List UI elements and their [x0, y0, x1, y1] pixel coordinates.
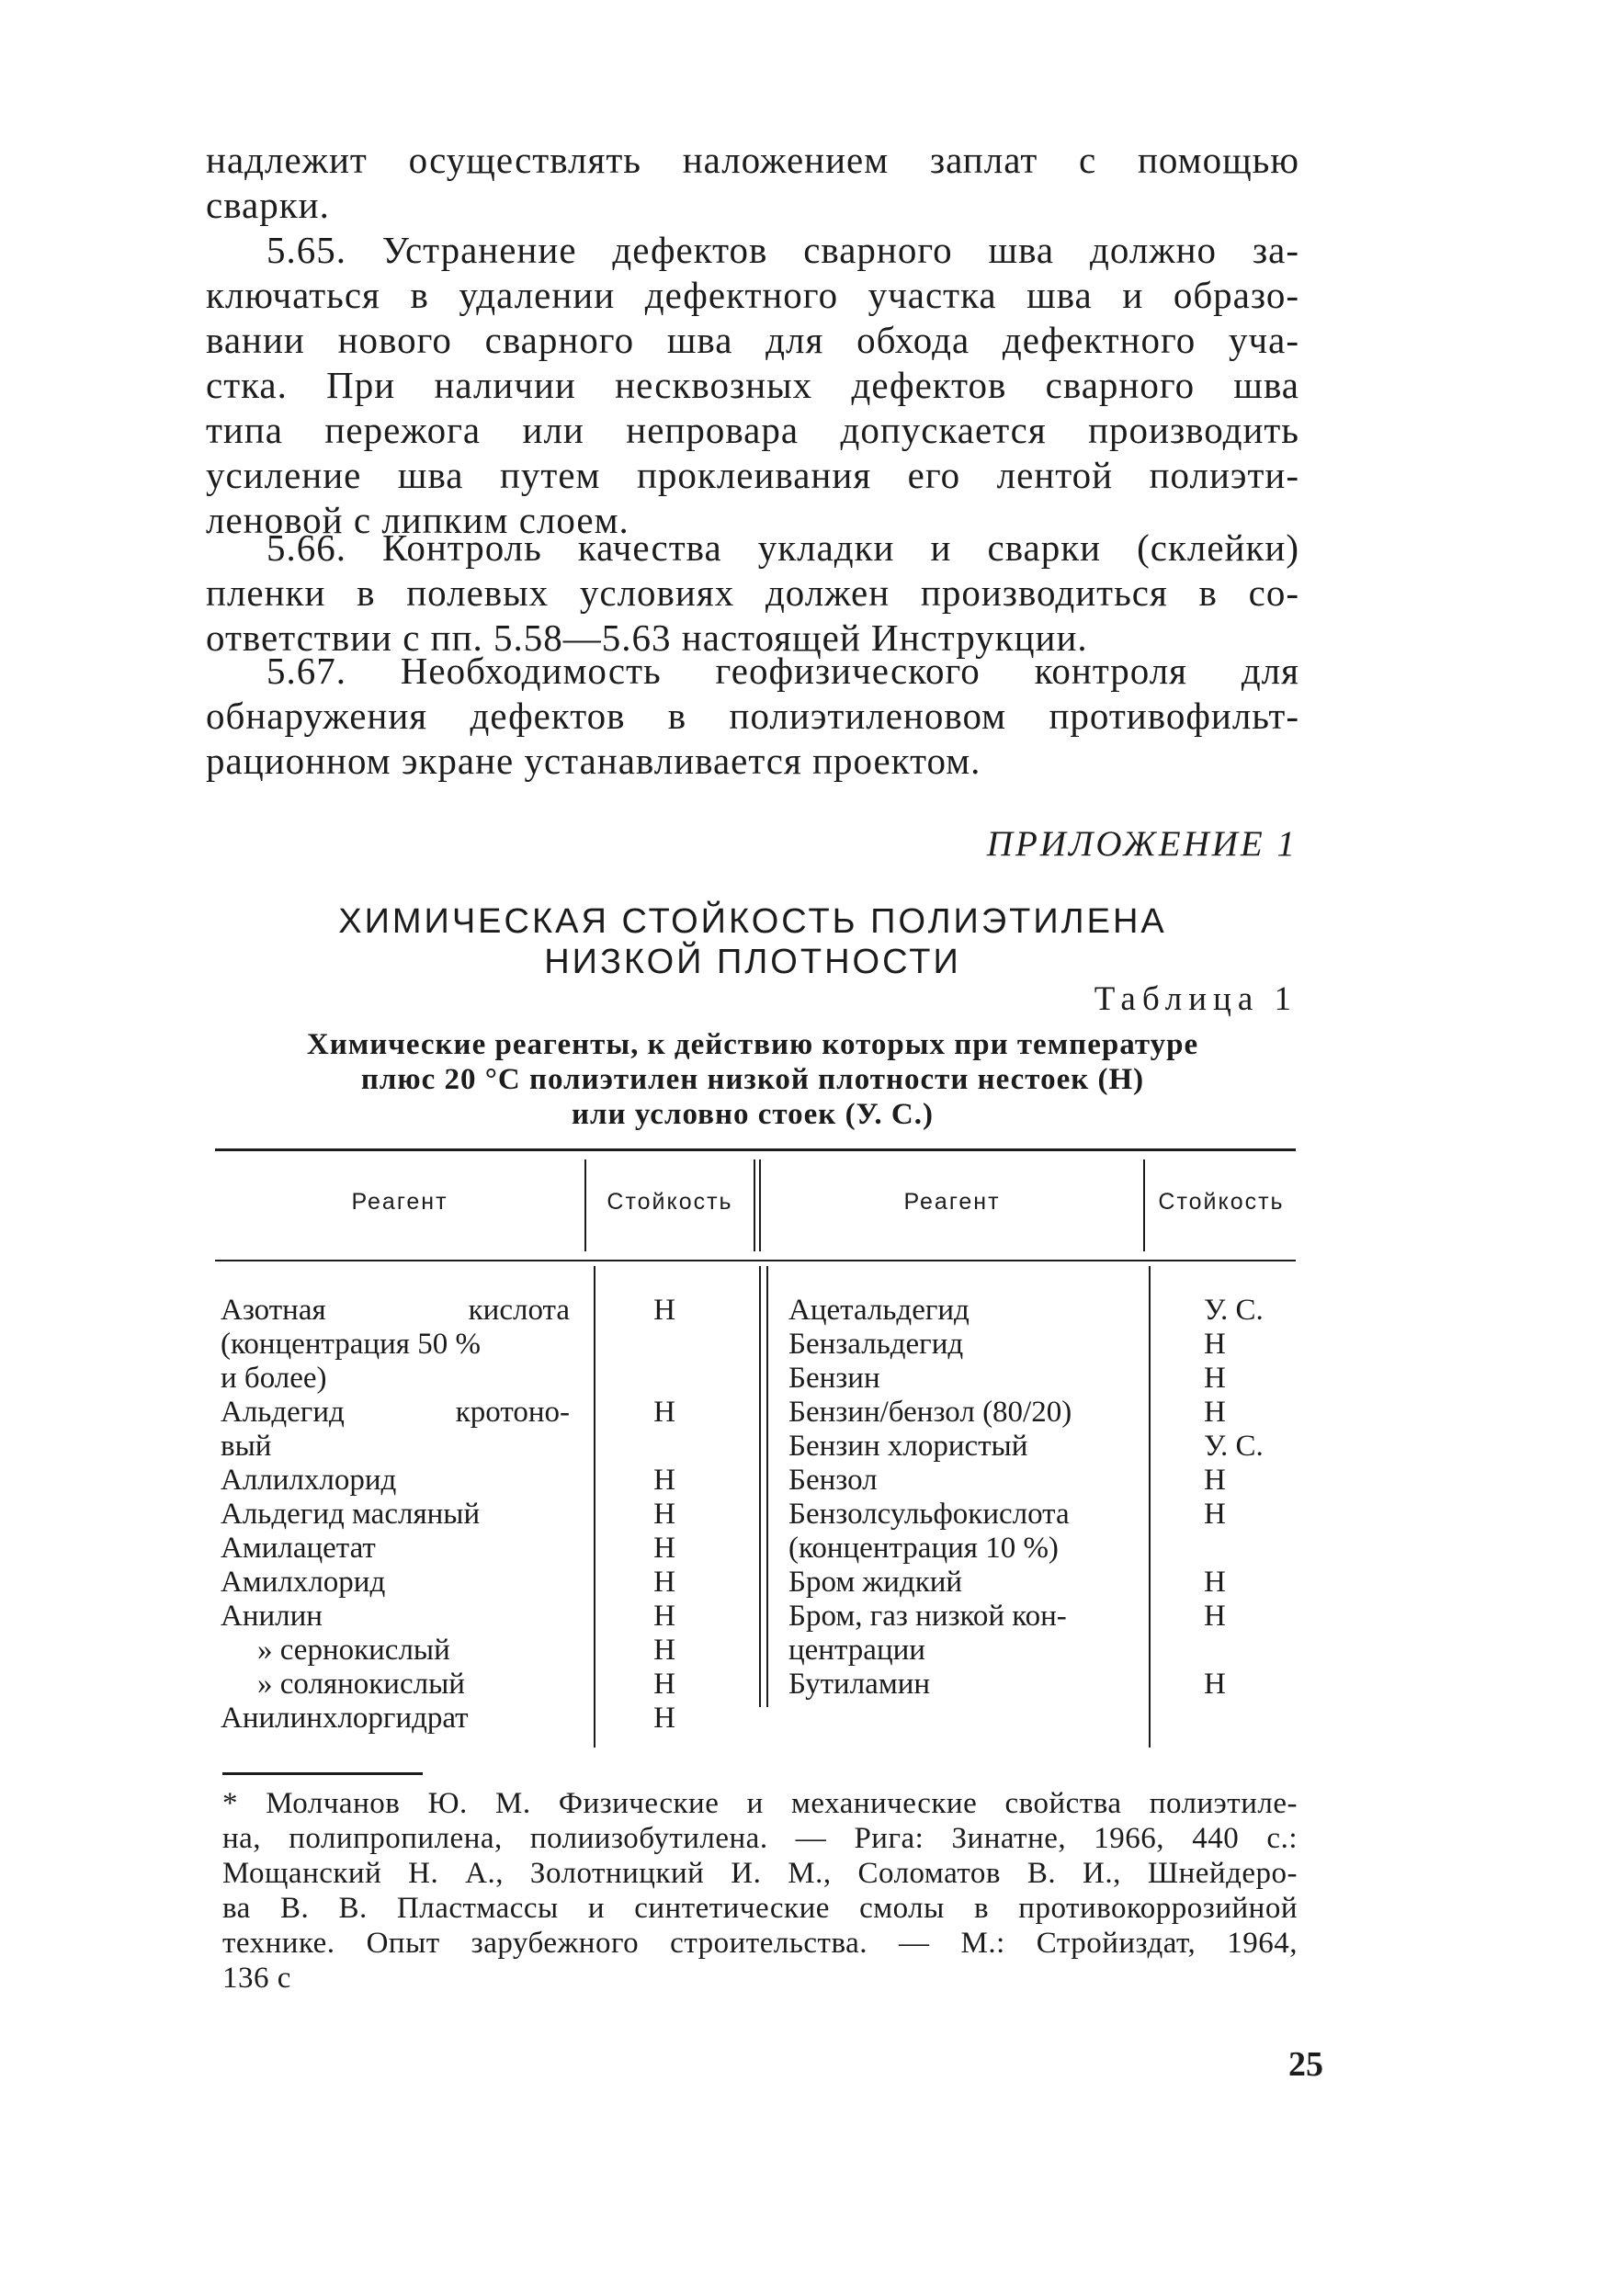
table-cell-resistance: Н: [653, 1634, 675, 1667]
table-cell-reagent: Альдегид масляный: [221, 1498, 481, 1531]
table-cell-resistance: Н: [653, 1702, 675, 1735]
table-top-rule: [215, 1148, 1296, 1151]
table-cell-reagent: Бензальдегид: [788, 1328, 964, 1361]
table-cell-resistance: Н: [653, 1532, 675, 1565]
column-header-reagent: Реагент: [351, 1189, 448, 1215]
footnote-line: технике. Опыт зарубежного строительства. — М.: Стройиздат, 1964,: [222, 1927, 1298, 1960]
footnote-line: Мощанский Н. А., Золотницкий И. М., Соломатов В. И., Шнейдеро-: [222, 1857, 1298, 1890]
table-col-divider: [754, 1159, 755, 1251]
footnote-rule: [222, 1772, 423, 1775]
table-cell-reagent: Бром, газ низкой кон-: [788, 1600, 1067, 1633]
text-line: обнаружения дефектов в полиэтиленовом противофильт-: [206, 695, 1299, 737]
footnote-line: ва В. В. Пластмассы и синтетические смолы в противокоррозийной: [222, 1892, 1298, 1925]
text-line: вании нового сварного шва для обхода дефектного уча-: [206, 319, 1299, 361]
table-label: Таблица 1: [1094, 980, 1298, 1018]
appendix-title-line1: ХИМИЧЕСКАЯ СТОЙКОСТЬ ПОЛИЭТИЛЕНА: [338, 902, 1167, 941]
text-line: 5.65. Устранение дефектов сварного шва должно за-: [266, 229, 1299, 271]
table-col-divider: [759, 1266, 761, 1707]
text-line: ключаться в удалении дефектного участка шва и образо-: [206, 274, 1299, 316]
table-cell-reagent: (концентрация 50 %: [221, 1328, 481, 1361]
text-line: типа пережога или непровара допускается производить: [206, 409, 1299, 451]
caption-line: или условно стоек (У. С.): [572, 1098, 934, 1131]
table-cell-reagent: (концентрация 10 %): [788, 1532, 1059, 1565]
caption-line: плюс 20 °С полиэтилен низкой плотности нестоек (Н): [360, 1063, 1145, 1096]
table-cell-reagent: » солянокислый: [257, 1668, 465, 1701]
table-caption: [206, 1027, 1299, 1132]
paragraph-5-67: [206, 649, 1299, 784]
table-cell-reagent: вый: [221, 1430, 272, 1463]
table-cell-resistance: Н: [1204, 1600, 1226, 1633]
table-cell-resistance: Н: [1204, 1668, 1226, 1701]
table-cell-resistance: Н: [653, 1464, 675, 1497]
column-header-reagent: Реагент: [903, 1189, 1001, 1215]
appendix-label: ПРИЛОЖЕНИЕ 1: [986, 824, 1298, 864]
table-cell-resistance: У. С.: [1204, 1294, 1264, 1327]
table-cell-reagent: Бром жидкий: [788, 1566, 963, 1599]
table-cell-resistance: Н: [1204, 1498, 1226, 1531]
column-header-resistance: Стойкость: [1158, 1189, 1285, 1215]
table-cell-reagent: » сернокислый: [257, 1634, 450, 1667]
table-col-divider: [1149, 1266, 1151, 1747]
paragraph-5-65: [206, 228, 1299, 543]
paragraph-5-66: [206, 526, 1299, 661]
table-cell-reagent: Анилин: [221, 1600, 323, 1633]
table-cell-resistance: Н: [653, 1294, 675, 1327]
table-cell-reagent: Бутиламин: [788, 1668, 931, 1701]
table-cell-reagent: Бензин/бензол (80/20): [788, 1396, 1072, 1429]
table-cell-reagent: Бензолсульфокислота: [788, 1498, 1070, 1531]
footnote: [222, 1786, 1298, 1996]
table-cell-reagent: Ацетальдегид: [788, 1294, 970, 1327]
table-cell-resistance: Н: [653, 1498, 675, 1531]
table-col-divider: [766, 1266, 768, 1707]
table-cell-resistance: Н: [1204, 1396, 1226, 1429]
caption-line: Химические реагенты, к действию которых при температуре: [306, 1028, 1199, 1061]
table-cell-resistance: У. С.: [1204, 1430, 1264, 1463]
text-line: усиление шва путем проклеивания его лентой полиэти-: [206, 454, 1299, 496]
paragraph-continuation: [206, 138, 1299, 228]
text-line: 5.67. Необходимость геофизического контроля для: [266, 650, 1299, 692]
table-cell-resistance: Н: [1204, 1566, 1226, 1599]
footnote-line: на, полипропилена, полиизобутилена. — Рига: Зинатне, 1966, 440 с.:: [222, 1822, 1298, 1855]
table-cell-reagent: Азотная кислота: [221, 1294, 570, 1327]
footnote-line: 136 с: [222, 1962, 291, 1995]
table-cell-reagent: Анилинхлоргидрат: [221, 1702, 469, 1735]
text-line: сварки.: [206, 184, 330, 226]
table-cell-resistance: Н: [1204, 1464, 1226, 1497]
table-cell-reagent: Бензин: [788, 1362, 880, 1395]
table-cell-resistance: Н: [653, 1668, 675, 1701]
table-cell-reagent: и более): [221, 1362, 327, 1395]
footnote-line: * Молчанов Ю. М. Физические и механические свойства полиэтиле-: [222, 1787, 1298, 1820]
table-header-rule: [215, 1260, 1296, 1261]
text-line: надлежит осуществлять наложением заплат с помощью: [206, 139, 1299, 181]
table-cell-reagent: Альдегид кротоно-: [221, 1396, 570, 1429]
table-cell-reagent: Амилацетат: [221, 1532, 376, 1565]
table-cell-resistance: Н: [653, 1600, 675, 1633]
table-cell-resistance: Н: [1204, 1328, 1226, 1361]
text-line: рационном экране устанавливается проектом.: [206, 740, 981, 782]
text-line: ответствии с пп. 5.58—5.63 настоящей Инструкции.: [206, 616, 1088, 659]
appendix-title-line2: НИЗКОЙ ПЛОТНОСТИ: [544, 943, 961, 981]
column-header-resistance: Стойкость: [607, 1189, 733, 1215]
table-cell-reagent: Аллилхлорид: [221, 1464, 397, 1497]
table-cell-resistance: Н: [653, 1566, 675, 1599]
table-cell-reagent: центрации: [788, 1634, 925, 1667]
text-line: пленки в полевых условиях должен производиться в со-: [206, 571, 1299, 614]
text-line: леновой с липким слоем.: [206, 499, 629, 541]
table-cell-reagent: Амилхлорид: [221, 1566, 386, 1599]
text-line: стка. При наличии несквозных дефектов сварного шва: [206, 364, 1299, 406]
text-line: 5.66. Контроль качества укладки и сварки (склейки): [266, 526, 1299, 569]
table-cell-reagent: Бензин хлористый: [788, 1430, 1028, 1463]
page-number: 25: [1288, 2045, 1323, 2084]
table-cell-resistance: Н: [1204, 1362, 1226, 1395]
table-cell-resistance: Н: [653, 1396, 675, 1429]
table-cell-reagent: Бензол: [788, 1464, 878, 1497]
